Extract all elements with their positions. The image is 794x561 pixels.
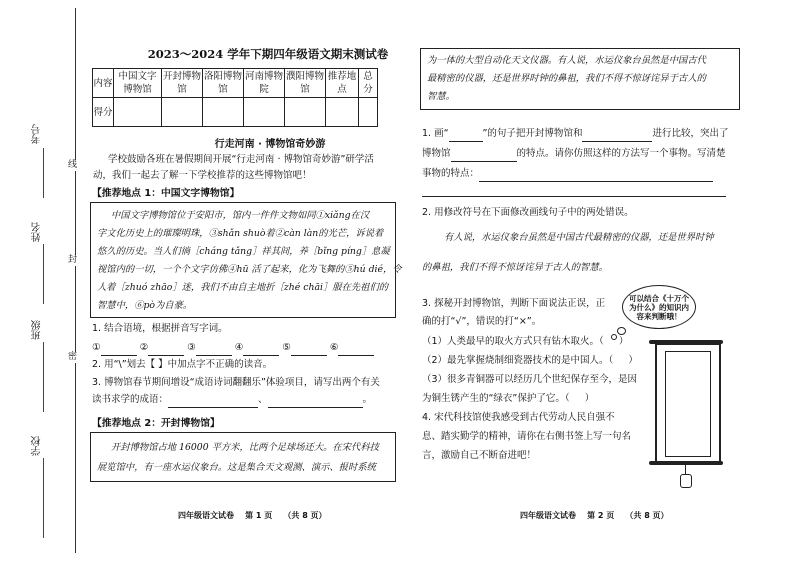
binding-word-feng: 封 — [68, 255, 78, 265]
passage3-line: 为一体的大型自动化天文仪器。有人说，水运仪象台虽然是中国古代 — [427, 55, 706, 66]
passage3-line: 最精密的仪器，还是世界时钟的鼻祖，我们不得不惊讶诧异于古人的 — [427, 73, 706, 84]
r-q1-part: 进行比较，突出了 — [652, 128, 729, 139]
score-cell[interactable] — [244, 98, 285, 127]
score-cell[interactable] — [326, 98, 359, 127]
passage2-line: 开封博物馆占地 16000 平方米，比两个足球场还大。在宋代科技 — [111, 442, 379, 453]
question-3: 3. 博物馆春节期间增设“成语诗词翻翻乐”体验项目，请写出两个有关 — [92, 377, 380, 388]
score-cell[interactable] — [203, 98, 244, 127]
q1-blank-label: ⑥ — [329, 342, 339, 353]
q1-blank[interactable] — [291, 340, 327, 356]
section1-heading: 【推荐地点 1：中国文字博物馆】 — [92, 188, 240, 199]
r-q1-part: ”的句子把开封博物馆和 — [482, 128, 583, 139]
intro-line-1: 学校鼓励各班在暑假期间开展“行走河南 · 博物馆奇妙游”研学活 — [108, 154, 374, 165]
r-question-1 — [422, 126, 728, 142]
r-q2-sentence-2: 的鼻祖，我们不得不惊讶诧异于古人的智慧。 — [422, 262, 608, 273]
score-header-cell: 推荐地点 — [326, 69, 359, 98]
field-kaohao[interactable] — [43, 148, 45, 198]
r-q3-item-2: （2）最先掌握烧制细瓷器技术的是中国人。（ ） — [422, 355, 638, 366]
score-header-cell: 中国文字博物馆 — [114, 69, 162, 98]
r-question-4-line-3: 言，激励自己不断奋进吧！ — [422, 450, 537, 461]
question-3-line-2 — [92, 392, 372, 408]
hint-bubble — [622, 285, 696, 329]
q1-blank[interactable] — [101, 340, 137, 356]
q1-blank-label: ① — [92, 342, 101, 353]
r-question-3: 3. 探秘开封博物馆，判断下面说法正误，正 — [422, 298, 606, 309]
field-xingming[interactable] — [43, 244, 45, 304]
label-banji: 班级 — [32, 320, 43, 340]
score-row-label: 得分 — [93, 98, 114, 127]
score-cell[interactable] — [114, 98, 162, 127]
idiom-blank-1[interactable] — [168, 392, 258, 408]
score-header-cell: 洛阳博物馆 — [203, 69, 244, 98]
passage1-line: 悠久的历史。当人们徜［cháng tǎng］祥其间，养［bǐng píng］息凝 — [97, 246, 390, 257]
passage-box-1 — [90, 202, 402, 318]
passage-box-2 — [90, 432, 396, 482]
passage1-line: 视馆内的一切，一个个文字仿佛④hū 活了起来，化为飞舞的⑤hú dié，令 — [97, 264, 402, 275]
r-q1-answer-line-2[interactable] — [422, 196, 726, 197]
question-2: 2. 用“\”划去【 】中加点字不正确的读音。 — [92, 359, 273, 370]
q1-blank[interactable] — [338, 340, 374, 356]
score-table — [92, 68, 378, 127]
binding-line — [75, 8, 76, 553]
r-q1-blank-feature[interactable] — [451, 146, 517, 162]
score-header-cell: 内容 — [93, 69, 114, 98]
intro-line-2: 动，我们一起去了解一下学校推荐的这些博物馆吧！ — [93, 170, 312, 181]
q1-blank-label: ③ — [187, 342, 196, 353]
r-q2-sentence-1: 有人说，水运仪象台虽然是中国古代最精密的仪器，还是世界时钟 — [444, 232, 714, 243]
r-q1-part: 的特点。请你仿照这样的方法写一个事物。写清楚 — [516, 148, 726, 159]
page-footer-2: 四年级语文试卷 第 2 页 （共 8 页） — [520, 511, 669, 520]
q1-blank-label: ⑤ — [282, 342, 291, 353]
r-q1-part: 1. 画“ — [422, 128, 449, 139]
score-header-cell: 濮阳博物馆 — [285, 69, 326, 98]
q1-blank[interactable] — [243, 340, 279, 356]
r-q3-item-1: （1）人类最早的取火方式只有钻木取火。（ ） — [422, 336, 629, 347]
idiom-blank-2[interactable] — [268, 392, 363, 408]
passage-box-3 — [420, 48, 740, 110]
field-banji[interactable] — [43, 342, 45, 412]
r-q3-item-3: （3）很多青铜器可以经历几个世纪保存至今，是因 — [422, 374, 638, 385]
r-q1-blank-mark[interactable] — [449, 126, 483, 142]
label-xuexiao: 学校 — [32, 436, 43, 456]
tassel-icon — [680, 474, 692, 488]
q1-blank-label: ② — [139, 342, 149, 353]
q3-end: 。 — [362, 394, 373, 405]
bookmark-writing-area[interactable] — [665, 351, 711, 457]
label-kaohao: 考号 — [32, 124, 43, 144]
section2-heading: 【推荐地点 2：开封博物馆】 — [92, 418, 220, 429]
bookmark-frame — [655, 343, 721, 465]
r-q1-answer-line[interactable] — [479, 166, 713, 182]
r-question-3-line-2: 确的打“√”，错误的打“×”。 — [422, 316, 542, 327]
score-header-cell: 总分 — [359, 69, 378, 98]
field-xuexiao[interactable] — [43, 458, 45, 538]
q1-blank[interactable] — [196, 340, 232, 356]
exam-title: 2023～2024 学年下期四年级语文期末测试卷 — [147, 47, 389, 61]
q3-prompt: 读书求学的成语： — [92, 394, 169, 405]
score-cell[interactable] — [162, 98, 203, 127]
passage1-line: 字文化历史上的璀璨明珠，③shǎn shuò着②càn làn的光芒，诉说着 — [97, 228, 384, 239]
question-1: 1. 结合语境，根据拼音写字词。 — [92, 323, 228, 334]
r-q1-part: 博物馆 — [422, 148, 451, 159]
score-table-header-row — [93, 69, 378, 98]
score-cell[interactable] — [285, 98, 326, 127]
r-q1-blank-compare[interactable] — [582, 126, 652, 142]
section-subtitle: 行走河南 · 博物馆奇妙游 — [214, 139, 326, 150]
score-header-cell: 开封博物馆 — [162, 69, 203, 98]
q1-blank[interactable] — [148, 340, 184, 356]
passage3-line: 智慧。 — [427, 91, 455, 102]
passage1-line: 智慧中，⑥pò为自豪。 — [97, 300, 193, 311]
binding-word-xian: 线 — [68, 160, 78, 170]
q1-blanks — [92, 340, 374, 356]
r-question-4-line-2: 息、踏实勤学的精神，请你在右侧书签上写一句名 — [422, 431, 632, 442]
q1-blank-label: ④ — [234, 342, 244, 353]
score-header-cell: 河南博物院 — [244, 69, 285, 98]
r-question-4: 4. 宋代科技馆使我感受到古代劳动人民自强不 — [422, 412, 615, 423]
page-footer-1: 四年级语文试卷 第 1 页 （共 8 页） — [178, 511, 327, 520]
r-q1-part: 事物的特点： — [422, 168, 480, 179]
score-cell[interactable] — [359, 98, 378, 127]
score-table-score-row — [93, 98, 378, 127]
passage2-line: 展览馆中，有一座水运仪象台。这是集合天文观测、演示、报时系统 — [97, 462, 376, 473]
r-question-1-line-3 — [422, 166, 713, 182]
q3-sep: 、 — [258, 394, 268, 405]
r-question-1-line-2 — [422, 146, 726, 162]
passage1-line: 人着［zhuó zhāo］迷，我们不由自主地折［zhé chāi］服在先祖们的 — [97, 282, 389, 293]
r-q3-item-3-cont: 为铜生锈产生的“绿衣”保护了它。（ ） — [422, 393, 595, 404]
hint-bubble-text: 可以结合《十万个为什么》的知识内容来判断哦！ — [629, 293, 689, 321]
r-question-2: 2. 用修改符号在下面修改画线句子中的两处错误。 — [422, 207, 634, 218]
passage1-line: 中国文字博物馆位于安阳市，馆内一件件文物如同①xiǎng在汉 — [111, 210, 370, 221]
scroll-bottom-rod — [649, 461, 723, 465]
binding-word-mi: 密 — [68, 352, 78, 362]
label-xingming: 姓名 — [32, 222, 43, 242]
